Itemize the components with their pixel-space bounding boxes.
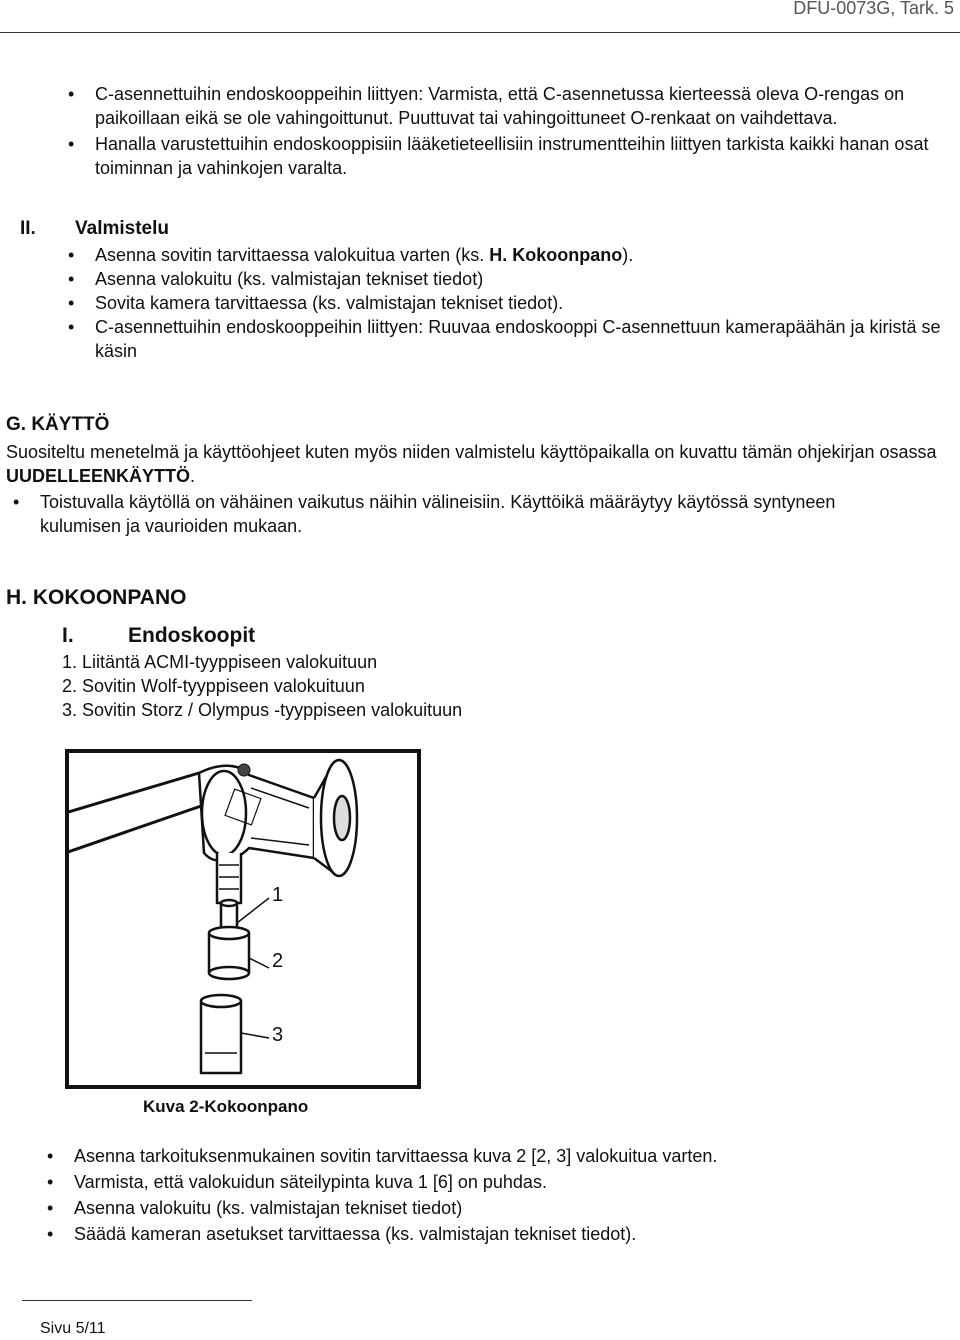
section-title: Valmistelu bbox=[75, 218, 169, 239]
figure-label-3: 3 bbox=[272, 1024, 284, 1046]
list-item: • Asenna tarkoituksenmukainen sovitin tarvittaessa kuva 2 [2, 3] valokuitua varten. bbox=[74, 1143, 934, 1169]
top-bullet-list bbox=[95, 82, 945, 180]
figure-caption: Kuva 2-Kokoonpano bbox=[143, 1097, 309, 1116]
list-item-text: Asenna sovitin tarvittaessa valokuitua varten (ks. bbox=[95, 245, 490, 265]
list-item-text: ). bbox=[622, 245, 634, 265]
list-item: • Asenna valokuitu (ks. valmistajan tekniset tiedot) bbox=[95, 267, 945, 291]
section-heading-h: H. KOKOONPANO bbox=[6, 586, 187, 609]
bottom-bullet-list bbox=[74, 1143, 934, 1247]
figure-label-2: 2 bbox=[272, 950, 284, 972]
assembly-figure bbox=[65, 749, 421, 1089]
list-item bbox=[95, 243, 945, 267]
list-item: • Asenna valokuitu (ks. valmistajan tekniset tiedot) bbox=[74, 1195, 934, 1221]
list-item: • Sovita kamera tarvittaessa (ks. valmistajan tekniset tiedot). bbox=[95, 291, 945, 315]
list-item: • C-asennettuihin endoskooppeihin liittyen: Varmista, että C-asennetussa kierteessä oleva O-rengas on paikoillaan eikä se ole vahingoittunut. Puuttuvat tai vahingoittuneet O-renkaat on vaihdettava. bbox=[95, 82, 945, 130]
list-item: • C-asennettuihin endoskooppeihin liittyen: Ruuvaa endoskooppi C-asennettuun kamerapäähän ja kiristä se käsin bbox=[95, 315, 945, 363]
assembly-items bbox=[62, 650, 462, 722]
figure-label-1: 1 bbox=[272, 884, 284, 906]
section-g-paragraph bbox=[6, 440, 941, 488]
section-number: II. bbox=[20, 218, 36, 239]
list-item: • Toistuvalla käytöllä on vähäinen vaikutus näihin välineisiin. Käyttöikä määräytyy käytössä syntyneen kulumisen ja vaurioiden mukaan. bbox=[40, 490, 920, 538]
list-item: • Säädä kameran asetukset tarvittaessa (ks. valmistajan tekniset tiedot). bbox=[74, 1221, 934, 1247]
list-item: 2. Sovitin Wolf-tyyppiseen valokuituun bbox=[62, 676, 365, 696]
footer-divider bbox=[22, 1300, 252, 1301]
paragraph-text: Suositeltu menetelmä ja käyttöohjeet kuten myös niiden valmistelu käyttöpaikalla on kuvattu tämän ohjekirjan osassa bbox=[6, 442, 937, 462]
document-id: DFU-0073G, Tark. 5 bbox=[793, 0, 954, 18]
list-item: 3. Sovitin Storz / Olympus -tyyppiseen valokuituun bbox=[62, 700, 463, 720]
preparation-bullet-list bbox=[95, 243, 945, 363]
cross-reference: UUDELLEENKÄYTTÖ bbox=[6, 466, 190, 486]
list-item: 1. Liitäntä ACMI-tyyppiseen valokuituun bbox=[62, 652, 378, 672]
section-g-bullet-list bbox=[40, 490, 920, 538]
subsection-title: Endoskoopit bbox=[128, 624, 256, 647]
page-number: Sivu 5/11 bbox=[40, 1320, 106, 1337]
endoscope-assembly-drawing bbox=[69, 753, 417, 1085]
paragraph-text: . bbox=[190, 466, 196, 486]
section-heading-g: G. KÄYTTÖ bbox=[6, 414, 110, 435]
cross-reference: H. Kokoonpano bbox=[489, 245, 623, 265]
subsection-number: I. bbox=[62, 624, 74, 647]
list-item: • Varmista, että valokuidun säteilypinta kuva 1 [6] on puhdas. bbox=[74, 1169, 934, 1195]
header-divider bbox=[0, 32, 960, 33]
list-item: • Hanalla varustettuihin endoskooppisiin lääketieteellisiin instrumentteihin liittyen tarkista kaikki hanan osat toiminnan ja vahinkojen varalta. bbox=[95, 132, 945, 180]
